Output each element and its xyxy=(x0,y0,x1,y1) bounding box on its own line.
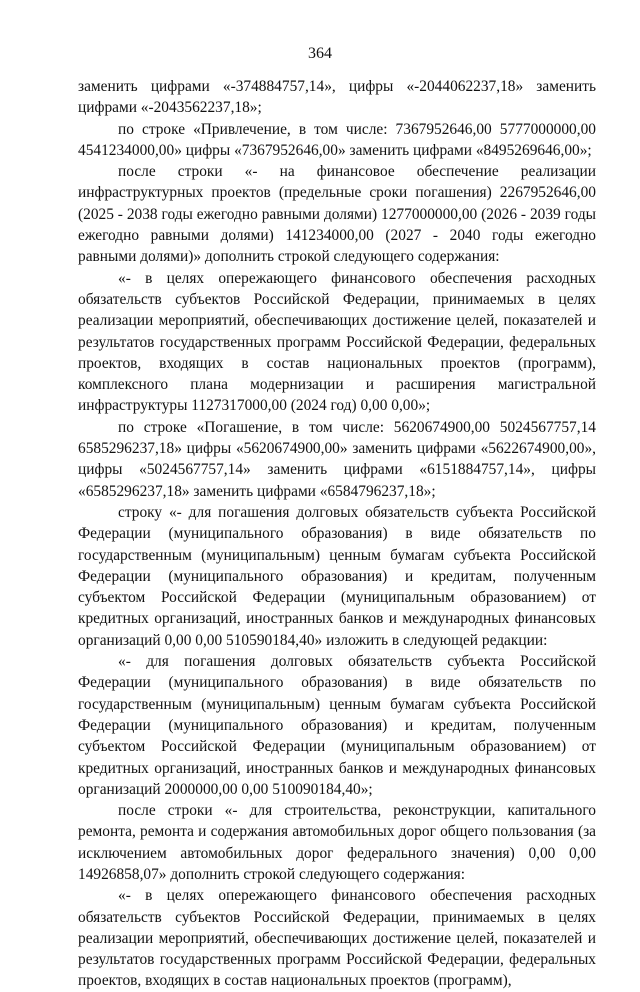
paragraph-debt-repayment-new: «- для погашения долговых обязательств субъекта Российской Федерации (муниципального образования) в виде обязательств по государственным (муниципальным) ценным бумагам субъекта Российской Федерации (муниципального образования) и кредитам, полученным субъектом Российской Федерации (муниципальным образованием) от кредитных организаций, иностранных банков и международных финансовых организаций 2000000,00 0,00 510090184,40»; xyxy=(78,653,596,798)
paragraph-road-construction: после строки «- для строительства, реконструкции, капитального ремонта, ремонта и содержания автомобильных дорог общего пользования (за исключением автомобильных дорог федерального значения) 0,00 0,00 14926858,07» дополнить строкой следующего содержания: xyxy=(78,802,596,883)
paragraph-debt-repayment-old: строку «- для погашения долговых обязательств субъекта Российской Федерации (муниципального образования) в виде обязательств по государственным (муниципальным) ценным бумагам субъекта Российской Федерации (муниципального образования) и кредитам, полученным субъектом Российской Федерации (муниципальным образованием) от кредитных организаций, иностранных банков и международных финансовых организаций 0,00 0,00 510590184,40» изложить в следующей редакции: xyxy=(78,503,596,649)
paragraph-infrastructure-line: после строки «- на финансовое обеспечение реализации инфраструктурных проектов (предельные сроки погашения) 2267952646,00 (2025 - 2038 годы ежегодно равными долями) 1277000000,00 (2026 - 2039 годы ежегодно равными долями) 141234000,00 (2027 - 2040 годы ежегодно равными долями)» дополнить строкой следующего содержания: xyxy=(78,163,596,266)
document-body xyxy=(78,76,596,992)
paragraph-borrowing-line: по строке «Привлечение, в том числе: 7367952646,00 5777000000,00 4541234000,00» цифры «7367952646,00» заменить цифрами «8495269646,00»; xyxy=(78,120,596,159)
paragraph-advance-financing-2: «- в целях опережающего финансового обеспечения расходных обязательств субъектов Российской Федерации, принимаемых в целях реализации мероприятий, обеспечивающих достижение целей, показателей и результатов государственных программ Российской Федерации, федеральных проектов, входящих в состав национальных проектов (программ), xyxy=(78,887,596,990)
paragraph-replace-figures: заменить цифрами «-374884757,14», цифры «-2044062237,18» заменить цифрами «-2043562237,18»; xyxy=(78,78,596,117)
page-number: 364 xyxy=(308,45,332,62)
paragraph-repayment-line: по строке «Погашение, в том числе: 5620674900,00 5024567757,14 6585296237,18» цифры «5620674900,00» заменить цифрами «5622674900,00», цифры «5024567757,14» заменить цифрами «6151884757,14», цифры «6585296237,18» заменить цифрами «6584796237,18»; xyxy=(78,418,596,500)
paragraph-advance-financing: «- в целях опережающего финансового обеспечения расходных обязательств субъектов Российской Федерации, принимаемых в целях реализации мероприятий, обеспечивающих достижение целей, показателей и результатов государственных программ Российской Федерации, федеральных проектов, входящих в состав национальных проектов (программ), комплексного плана модернизации и расширения магистральной инфраструктуры 1127317000,00 (2024 год) 0,00 0,00»; xyxy=(78,269,596,415)
